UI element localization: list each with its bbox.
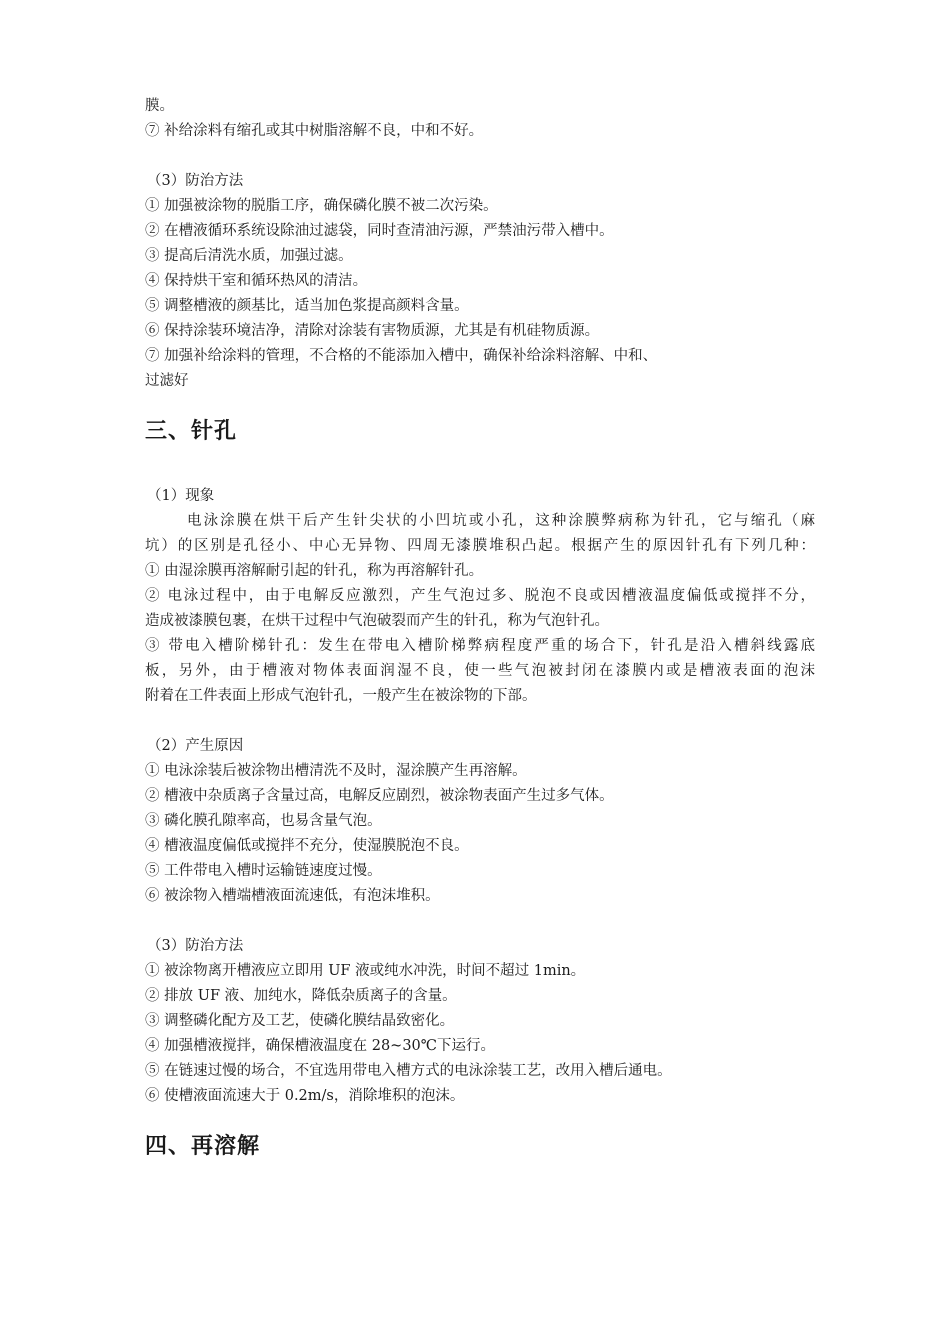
- list-item: ⑤ 在链速过慢的场合，不宜选用带电入槽方式的电泳涂装工艺，改用入槽后通电。: [145, 1063, 672, 1079]
- list-item: ① 被涂物离开槽液应立即用 UF 液或纯水冲洗，时间不超过 1min。: [145, 963, 586, 979]
- list-item: ③ 提高后清洗水质，加强过滤。: [145, 248, 353, 264]
- list-item: ⑥ 使槽液面流速大于 0.2m/s，消除堆积的泡沫。: [145, 1088, 465, 1104]
- list-item: ② 槽液中杂质离子含量过高，电解反应剧烈，被涂物表面产生过多气体。: [145, 788, 614, 804]
- list-item: ③ 带电入槽阶梯针孔：发生在带电入槽阶梯弊病程度严重的场合下，针孔是沿入槽斜线露底: [145, 638, 815, 654]
- list-item: ⑦ 加强补给涂料的管理，不合格的不能添加入槽中，确保补给涂料溶解、中和、: [145, 348, 658, 364]
- list-item: ① 电泳涂装后被涂物出槽清洗不及时，湿涂膜产生再溶解。: [145, 763, 527, 779]
- paragraph-line: 电泳涂膜在烘干后产生针尖状的小凹坑或小孔，这种涂膜弊病称为针孔，它与缩孔（麻: [187, 513, 815, 529]
- list-item: ⑦ 补给涂料有缩孔或其中树脂溶解不良，中和不好。: [145, 123, 484, 139]
- list-item: ③ 磷化膜孔隙率高，也易含量气泡。: [145, 813, 382, 829]
- continued-line: 膜。: [145, 98, 174, 114]
- subheading: （2）产生原因: [147, 738, 244, 754]
- document-page: [145, 94, 815, 1167]
- list-item: ⑤ 调整槽液的颜基比，适当加色浆提高颜料含量。: [145, 298, 469, 314]
- list-item: 过滤好: [145, 373, 189, 389]
- paragraph-line: 板，另外，由于槽液对物体表面润湿不良，使一些气泡被封闭在漆膜内或是槽液表面的泡沫: [145, 663, 815, 679]
- paragraph-line: 坑）的区别是孔径小、中心无异物、四周无漆膜堆积凸起。根据产生的原因针孔有下列几种：: [145, 538, 815, 554]
- section-title: 三、针孔: [145, 419, 238, 444]
- prevention-block-2: [145, 934, 815, 1109]
- list-item: ② 电泳过程中，由于电解反应激烈，产生气泡过多、脱泡不良或因槽液温度偏低或搅拌不分，: [145, 588, 815, 604]
- list-item: ⑥ 保持涂装环境洁净，清除对涂装有害物质源，尤其是有机硅物质源。: [145, 323, 600, 339]
- list-item: ② 排放 UF 液、加纯水，降低杂质离子的含量。: [145, 988, 457, 1004]
- subheading: （3）防治方法: [147, 938, 244, 954]
- causes-block: [145, 734, 815, 909]
- list-item: ② 在槽液循环系统设除油过滤袋，同时查清油污源，严禁油污带入槽中。: [145, 223, 614, 239]
- subheading: （3）防治方法: [147, 173, 244, 189]
- phenomenon-block: [145, 484, 815, 709]
- list-item: ③ 调整磷化配方及工艺，使磷化膜结晶致密化。: [145, 1013, 455, 1029]
- list-item: ① 加强被涂物的脱脂工序，确保磷化膜不被二次污染。: [145, 198, 498, 214]
- section-title: 四、再溶解: [145, 1134, 261, 1159]
- list-item: ⑤ 工件带电入槽时运输链速度过慢。: [145, 863, 382, 879]
- paragraph-line: 附着在工件表面上形成气泡针孔，一般产生在被涂物的下部。: [145, 688, 537, 704]
- paragraph-line: 造成被漆膜包裹，在烘干过程中气泡破裂而产生的针孔，称为气泡针孔。: [145, 613, 609, 629]
- list-item: ⑥ 被涂物入槽端槽液面流速低，有泡沫堆积。: [145, 888, 440, 904]
- subheading: （1）现象: [147, 488, 215, 504]
- top-block: [145, 94, 815, 144]
- prevention-block-1: [145, 169, 815, 394]
- list-item: ④ 槽液温度偏低或搅拌不充分，使湿膜脱泡不良。: [145, 838, 469, 854]
- list-item: ① 由湿涂膜再溶解耐引起的针孔，称为再溶解针孔。: [145, 563, 484, 579]
- list-item: ④ 保持烘干室和循环热风的清洁。: [145, 273, 368, 289]
- list-item: ④ 加强槽液搅拌，确保槽液温度在 28~30℃下运行。: [145, 1038, 495, 1054]
